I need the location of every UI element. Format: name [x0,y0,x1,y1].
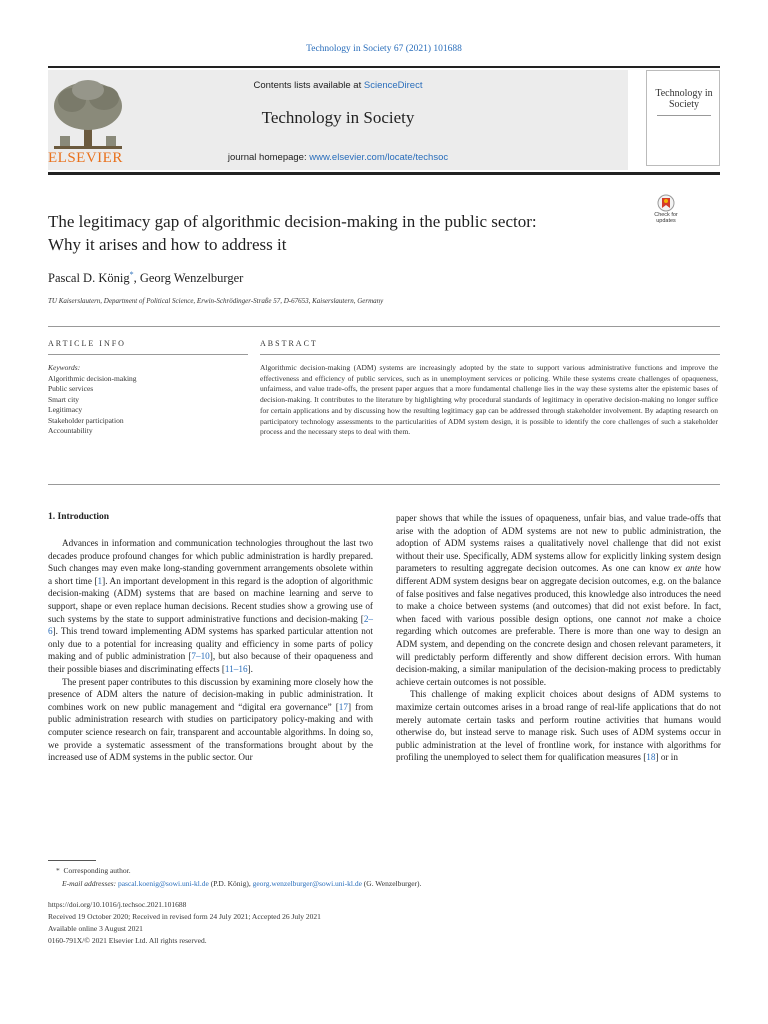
received-dates: Received 19 October 2020; Received in revised form 24 July 2021; Accepted 26 July 2021 [48,912,321,921]
citation-link[interactable]: 18 [646,752,656,763]
email-addresses: E-mail addresses: pascal.koenig@sowi.uni-kl.de (P.D. König), georg.wenzelburger@sowi.uni-kl.de (G. Wenzelburger). [62,879,422,888]
affiliation: TU Kaiserslautern, Department of Political Science, Erwin-Schrödinger-Straße 57, D-67653, Kaiserslautern, Germany [48,297,384,305]
contents-prefix: Contents lists available at [253,80,364,91]
article-title-line1: The legitimacy gap of algorithmic decision-making in the public sector: [48,212,537,231]
doi-link[interactable]: https://doi.org/10.1016/j.techsoc.2021.101688 [48,900,187,909]
article-title [48,210,628,256]
abstract-text: Algorithmic decision-making (ADM) systems are increasingly adopted by the state to support various administrative functions and improve the effectiveness and efficiency of public services, such as in unemployment services or policing. While these systems create challenges of opaqueness, unfairness, and value trade-offs, the present paper argues that a more fundamental challenge lies in the way these systems alter the epistemic bases of decision-making. It contributes to the literature by highlighting why procedural standards of legitimacy in operative decision-making no longer suffice for certain applications and by discussing how the resulting legitimacy gap can be addressed through stakeholder involvement. By adapting research on participatory technology assessments to the particularities of ADM system design, it is possible to identify the core challenges of such a stakeholder process and the necessary steps to deal with them. [260,363,718,437]
email-label: E-mail addresses: [62,879,117,888]
check-for-updates-label[interactable]: Check for updates [654,212,678,224]
abstract-rule-bottom [48,484,720,485]
footnote-rule [48,860,96,861]
authors [48,270,243,286]
body-paragraph: This challenge of making explicit choices about designs of ADM systems to maximize certain outcomes arises in a broad range of real-life applications that do not merely automate certain tasks and perform routine activities that humans would otherwise do, but instead serve to manage risk. Such uses of ADM systems occur in public administration at the level of frontline work, for instance with algorithms for profiling the unemployed to select them for qualification measures [18] or in [396,689,721,763]
author-separator: , [133,271,140,286]
article-info-heading: ARTICLE INFO [48,339,126,348]
corresponding-author-note: * Corresponding author. [56,866,131,875]
journal-cover[interactable] [646,70,720,166]
citation-link[interactable]: 11–16 [224,663,248,674]
citation-link[interactable]: 17 [338,701,348,712]
author-koenig[interactable]: Pascal D. König [48,271,130,286]
author-wenzelburger[interactable]: Georg Wenzelburger [139,271,244,286]
body-paragraph: paper shows that while the issues of opaqueness, unfair bias, and value trade-offs that arise with the adoption of ADM systems are not new to public administration, the adoption of ADM systems raises a qualitatively novel challenge that did not exist without their use. Specifically, ADM systems allow for explicitly linking system design parameters to resulting aggregate decision outcomes. As one can know ex ante how different ADM system designs bear on aggregate decision outcomes, e.g. on the balance of false positives and false negatives produced, this knowledge also introduces the need to make a choice between systems (and outcomes) that did not exist before. In fact, when faced with various possible design options, one cannot not make a choice regarding which outcomes are preferable. There is more than one way to design an ADM system, and depending on the concrete design and chosen relevant parameters, it will predictably perform differently and show different decision errors. With human decision-making, a similar manipulation of the decision-making process to predictably achieve certain outcomes is not possible. [396,513,721,687]
corresponding-author-mark[interactable]: * [129,270,134,279]
journal-homepage [48,152,628,163]
contents-line [48,80,628,91]
keyword-item: Public services [48,384,94,393]
citation-link[interactable]: 1 [97,575,103,586]
keyword-item: Stakeholder participation [48,415,124,425]
body-paragraph: Advances in information and communication technologies throughout the last two decades produce profound changes for which public administration is hardly prepared. Such changes may even make long-standing government arrangements obsolete within a short time [1]. An important development in this regard is the adoption of algorithmic decision-making (ADM) systems that are based on machine learning and serve to support, shape or even replace human decisions. Recent studies show a growing use of such systems by the state to support administrative functions and decision-making [2–6]. This trend toward implementing ADM systems has sparked particular attention not only due to a potential for increasing quality and efficiency in some parts of policy making and of public administration [7–10], but also because of their opaqueness and their possible biases and discriminating effects [11–16]. [48,538,373,674]
email-link[interactable]: pascal.koenig@sowi.uni-kl.de [117,879,209,888]
header-rule-bottom [48,172,720,175]
cover-title: Technology in Society [655,88,713,110]
journal-title: Technology in Society [261,108,415,127]
body-paragraph: The present paper contributes to this discussion by examining more closely how the presence of ADM alters the nature of decision-making in public administration. It combines work on new public management and “digital era governance” [17] from public administration research with studies on participatory policy-making and with computer science research on fair, transparent and accountable algorithms. In doing so, we provide a systematic assessment of the transformations brought about by the increased use of ADM systems in the public sector. Our [48,676,373,763]
available-online: Available online 3 August 2021 [48,924,143,933]
citation-link[interactable]: 7–10 [191,651,210,662]
keywords-label: Keywords: [48,363,81,372]
abstract-heading: ABSTRACT [260,339,318,348]
keyword-item: Legitimacy [48,405,83,414]
section-heading-introduction: 1. Introduction [48,512,110,522]
info-rule-left [48,354,248,355]
homepage-prefix: journal homepage: [227,152,310,163]
homepage-link[interactable]: www.elsevier.com/locate/techsoc [309,152,449,163]
publisher-wordmark: ELSEVIER [48,150,123,166]
keywords-block [48,363,248,437]
keyword-item: Smart city [48,394,80,404]
header-rule-top [48,66,720,68]
info-rule-top [48,326,720,327]
keyword-item: Accountability [48,426,93,435]
cover-divider [657,115,711,116]
sciencedirect-link[interactable]: ScienceDirect [363,80,423,91]
email-link[interactable]: georg.wenzelburger@sowi.uni-kl.de [252,879,362,888]
article-title-line2: Why it arises and how to address it [48,235,287,254]
body-column-left [48,537,373,764]
citation-link[interactable]: 2–6 [48,613,373,637]
journal-reference[interactable]: Technology in Society 67 (2021) 101688 [306,44,462,54]
body-column-right [396,512,721,764]
copyright: 0160-791X/© 2021 Elsevier Ltd. All rights reserved. [48,936,207,945]
info-rule-right [260,354,720,355]
keyword-item: Algorithmic decision-making [48,373,137,383]
